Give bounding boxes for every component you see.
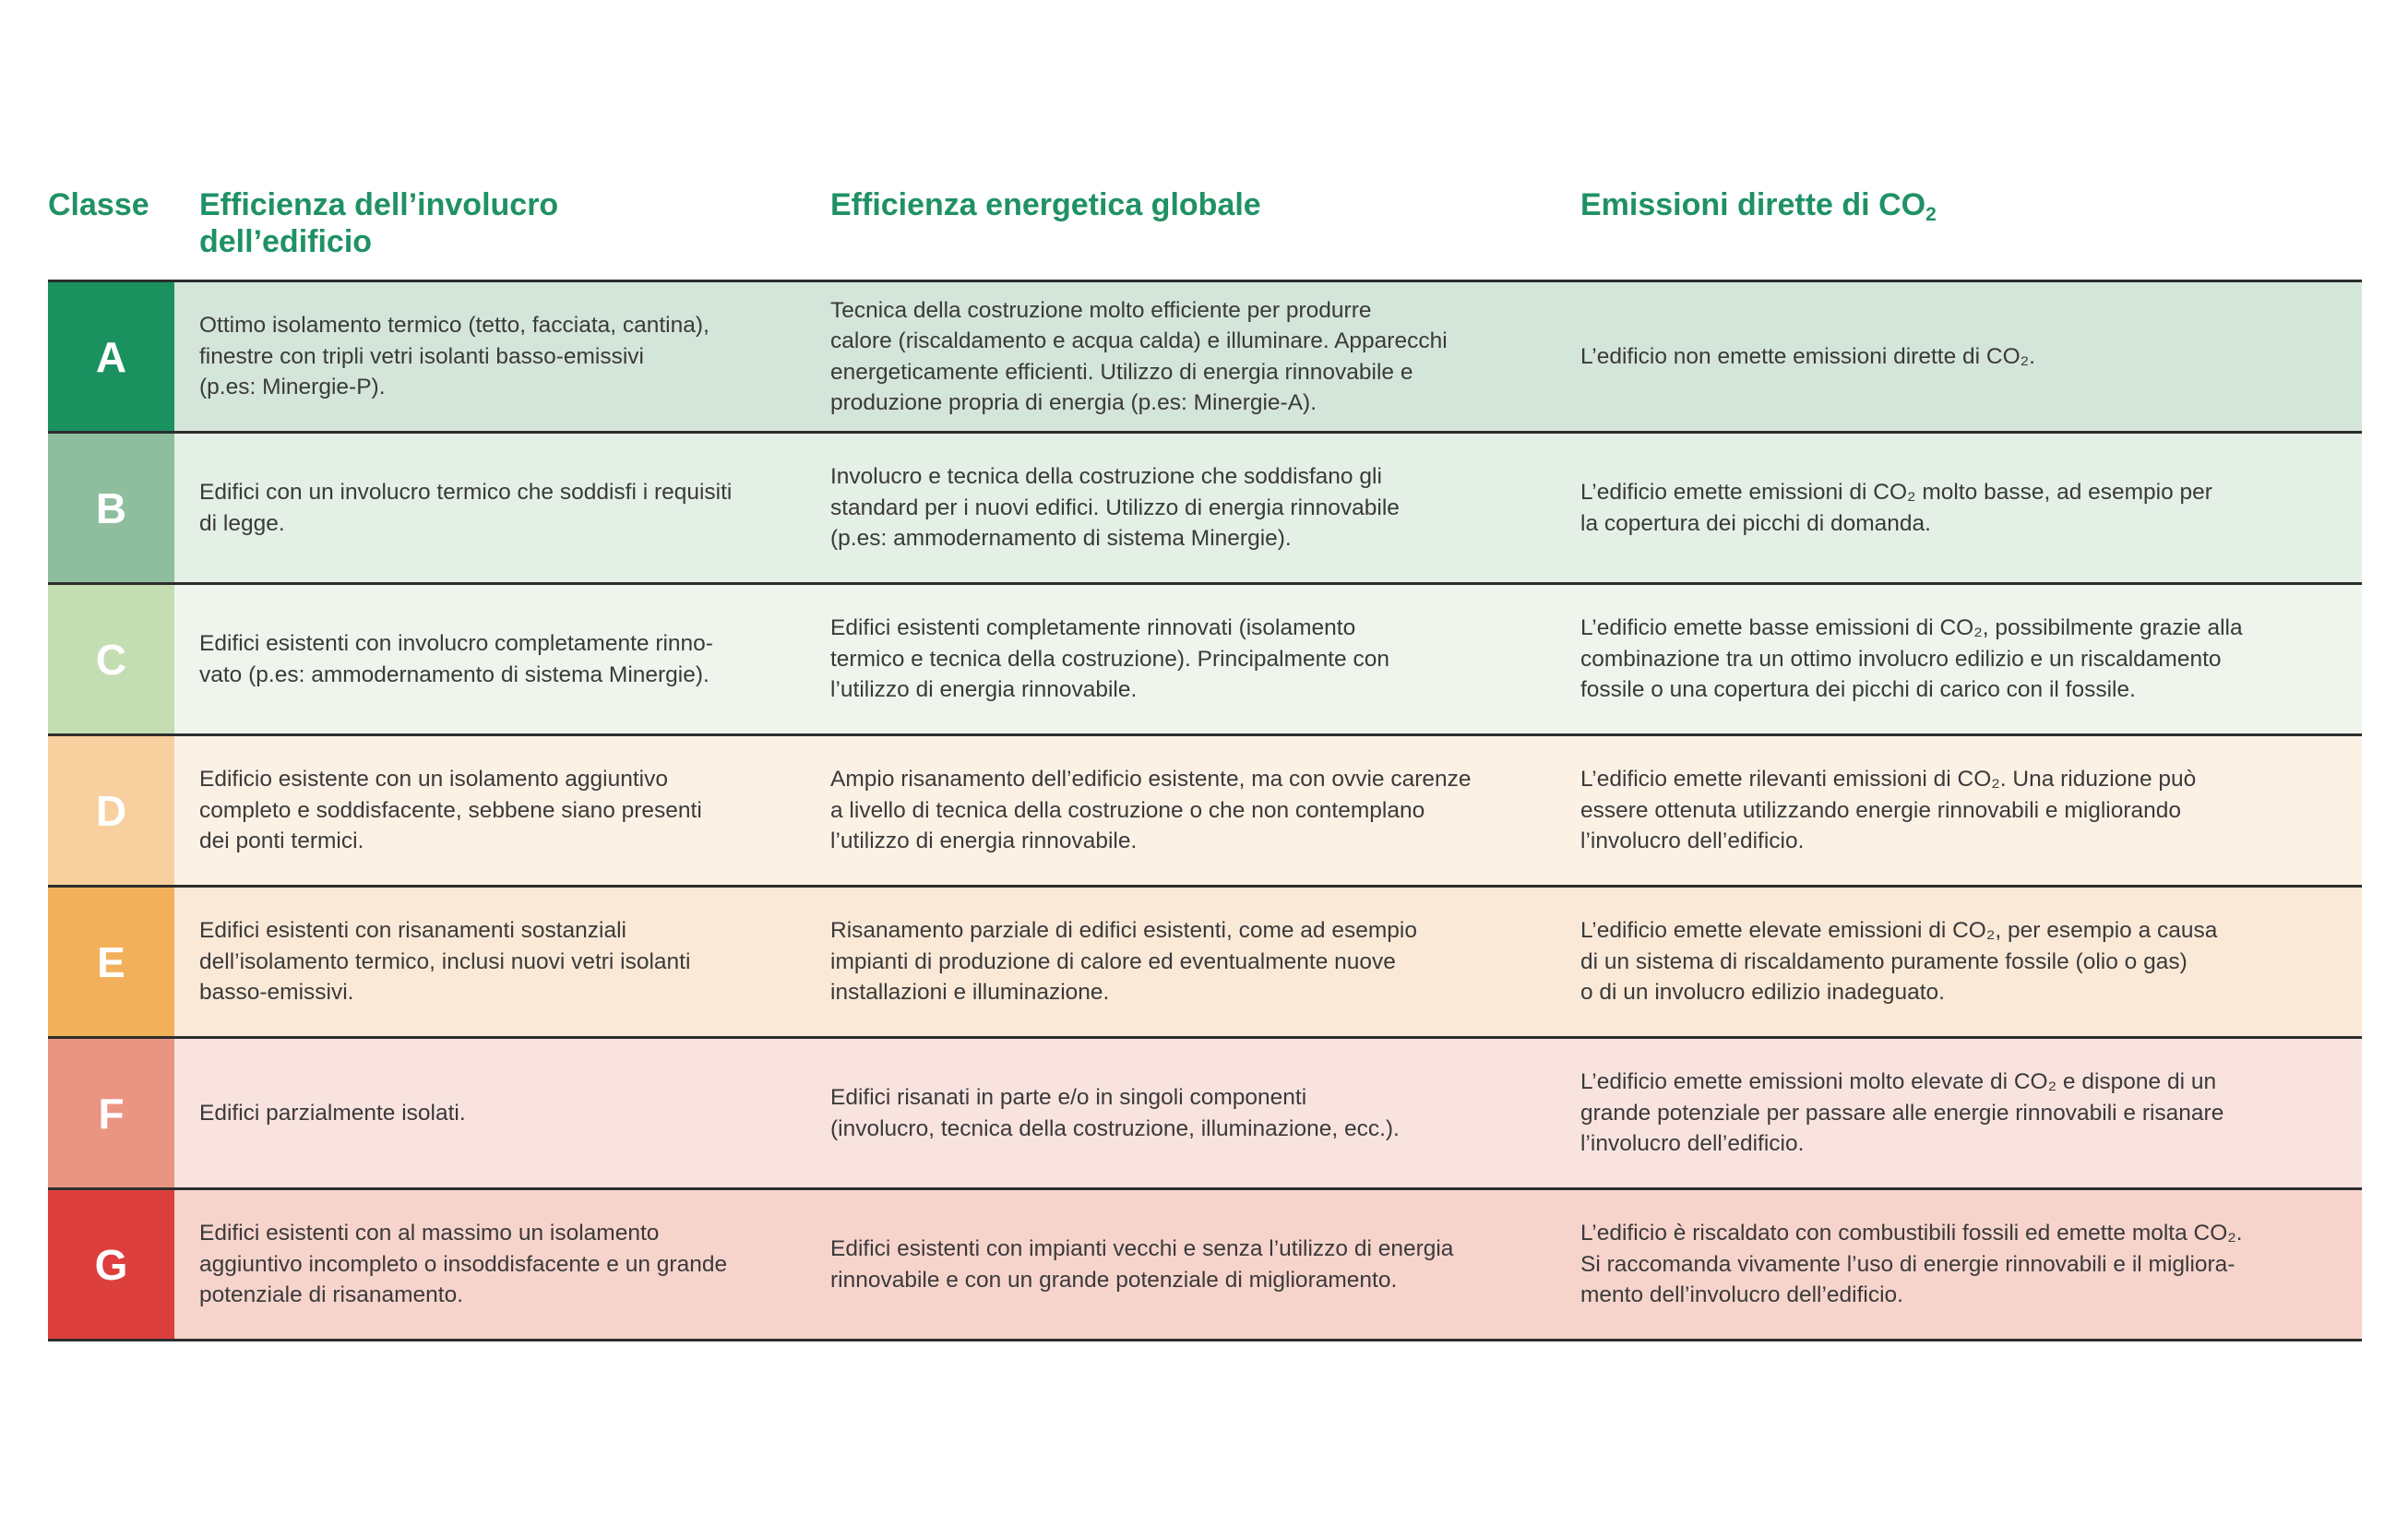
table-row	[48, 888, 2362, 1039]
header-co2-label: Emissioni dirette di CO	[1580, 187, 1926, 222]
global-efficiency-cell	[805, 1039, 1556, 1187]
global-efficiency-cell-text: Edifici risanati in parte e/o in singoli componenti (involucro, tecnica della costruzione, illuminazione, ecc.).	[830, 1085, 1400, 1141]
table-row	[48, 1039, 2362, 1190]
co2-emissions-cell	[1556, 282, 2362, 431]
header-envelope-label: Efficienza dell’involucro dell’edificio	[199, 187, 559, 259]
global-efficiency-cell-text: Edifici esistenti completamente rinnovati (isolamento termico e tecnica della costruzione). Principalmente con l’utilizzo di energia rinnovabile.	[830, 615, 1389, 703]
energy-class-table	[48, 185, 2362, 1341]
envelope-efficiency-cell	[174, 282, 805, 431]
table-row	[48, 434, 2362, 585]
envelope-efficiency-cell-text: Edifici con un involucro termico che soddisfi i requisiti di legge.	[199, 480, 733, 536]
co2-emissions-cell-text: L’edificio emette emissioni di CO₂ molto basse, ad esempio per la copertura dei picchi di domanda.	[1580, 480, 2212, 536]
class-letter-badge: G	[48, 1190, 174, 1339]
table-row	[48, 736, 2362, 888]
global-efficiency-cell	[805, 1190, 1556, 1339]
envelope-efficiency-cell	[174, 434, 805, 582]
global-efficiency-cell	[805, 434, 1556, 582]
envelope-efficiency-cell	[174, 1039, 805, 1187]
co2-emissions-cell-text: L’edificio non emette emissioni dirette di CO₂.	[1580, 343, 2035, 369]
class-letter-badge: B	[48, 434, 174, 582]
global-efficiency-cell	[805, 888, 1556, 1036]
envelope-efficiency-cell	[174, 736, 805, 885]
header-co2-subscript: 2	[1925, 204, 1937, 225]
header-co2-emissions	[1556, 185, 2362, 280]
header-envelope-efficiency	[174, 185, 805, 280]
envelope-efficiency-cell-text: Edifici esistenti con risanamenti sostanziali dell’isolamento termico, inclusi nuovi vetri isolanti basso-emissivi.	[199, 918, 691, 1006]
global-efficiency-cell-text: Ampio risanamento dell’edificio esistente, ma con ovvie carenze a livello di tecnica della costruzione o che non contemplano l’utilizzo di energia rinnovabile.	[830, 767, 1472, 854]
envelope-efficiency-cell	[174, 1190, 805, 1339]
co2-emissions-cell	[1556, 888, 2362, 1036]
class-letter-badge: D	[48, 736, 174, 885]
table-row	[48, 585, 2362, 736]
class-letter-badge: E	[48, 888, 174, 1036]
co2-emissions-cell	[1556, 1039, 2362, 1187]
class-letter-badge: F	[48, 1039, 174, 1187]
global-efficiency-cell-text: Involucro e tecnica della costruzione che soddisfano gli standard per i nuovi edifici. Utilizzo di energia rinnovabile (p.es: ammodernamento di sistema Minergie).	[830, 464, 1400, 552]
envelope-efficiency-cell-text: Edifici esistenti con involucro completamente rinno- vato (p.es: ammodernamento di sistema Minergie).	[199, 631, 713, 687]
global-efficiency-cell-text: Tecnica della costruzione molto efficiente per produrre calore (riscaldamento e acqua calda) e illuminare. Apparecchi energeticamente efficienti. Utilizzo di energia rinnovabile e produzione propria di energia (p.es: Minergie-A).	[830, 297, 1448, 415]
co2-emissions-cell-text: L’edificio è riscaldato con combustibili fossili ed emette molta CO₂. Si raccomanda vivamente l’uso di energie rinnovabili e il migliora- mento dell’involucro dell’edificio.	[1580, 1221, 2243, 1308]
class-letter-badge: C	[48, 585, 174, 733]
co2-emissions-cell-text: L’edificio emette elevate emissioni di CO₂, per esempio a causa di un sistema di riscaldamento puramente fossile (olio o gas) o di un involucro edilizio inadeguato.	[1580, 918, 2218, 1006]
header-global-efficiency: Efficienza energetica globale	[830, 187, 1261, 222]
co2-emissions-cell	[1556, 1190, 2362, 1339]
envelope-efficiency-cell-text: Edificio esistente con un isolamento aggiuntivo completo e soddisfacente, sebbene siano presenti dei ponti termici.	[199, 767, 702, 854]
table-row	[48, 282, 2362, 434]
class-letter-badge: A	[48, 282, 174, 431]
co2-emissions-cell-text: L’edificio emette emissioni molto elevate di CO₂ e dispone di un grande potenziale per passare alle energie rinnovabili e risanare l’involucro dell’edificio.	[1580, 1069, 2224, 1157]
envelope-efficiency-cell	[174, 888, 805, 1036]
global-efficiency-cell-text: Risanamento parziale di edifici esistenti, come ad esempio impianti di produzione di calore ed eventualmente nuove installazioni e illuminazione.	[830, 918, 1417, 1006]
global-efficiency-cell	[805, 585, 1556, 733]
header-class: Classe	[48, 187, 149, 222]
co2-emissions-cell-text: L’edificio emette rilevanti emissioni di CO₂. Una riduzione può essere ottenuta utilizzando energie rinnovabili e migliorando l’involucro dell’edificio.	[1580, 767, 2197, 854]
co2-emissions-cell	[1556, 585, 2362, 733]
co2-emissions-cell	[1556, 736, 2362, 885]
table-row	[48, 1190, 2362, 1341]
table-header	[48, 185, 2362, 280]
global-efficiency-cell	[805, 282, 1556, 431]
envelope-efficiency-cell-text: Edifici esistenti con al massimo un isolamento aggiuntivo incompleto o insoddisfacente e un grande potenziale di risanamento.	[199, 1221, 728, 1308]
global-efficiency-cell	[805, 736, 1556, 885]
table-body	[48, 280, 2362, 1341]
global-efficiency-cell-text: Edifici esistenti con impianti vecchi e senza l’utilizzo di energia rinnovabile e con un grande potenziale di miglioramento.	[830, 1236, 1454, 1293]
co2-emissions-cell	[1556, 434, 2362, 582]
co2-emissions-cell-text: L’edificio emette basse emissioni di CO₂, possibilmente grazie alla combinazione tra un ottimo involucro edilizio e un riscaldamento fossile o una copertura dei picchi di carico con il fossile.	[1580, 615, 2243, 703]
envelope-efficiency-cell	[174, 585, 805, 733]
envelope-efficiency-cell-text: Ottimo isolamento termico (tetto, facciata, cantina), finestre con tripli vetri isolanti basso-emissivi (p.es: Minergie-P).	[199, 313, 709, 400]
envelope-efficiency-cell-text: Edifici parzialmente isolati.	[199, 1100, 466, 1126]
